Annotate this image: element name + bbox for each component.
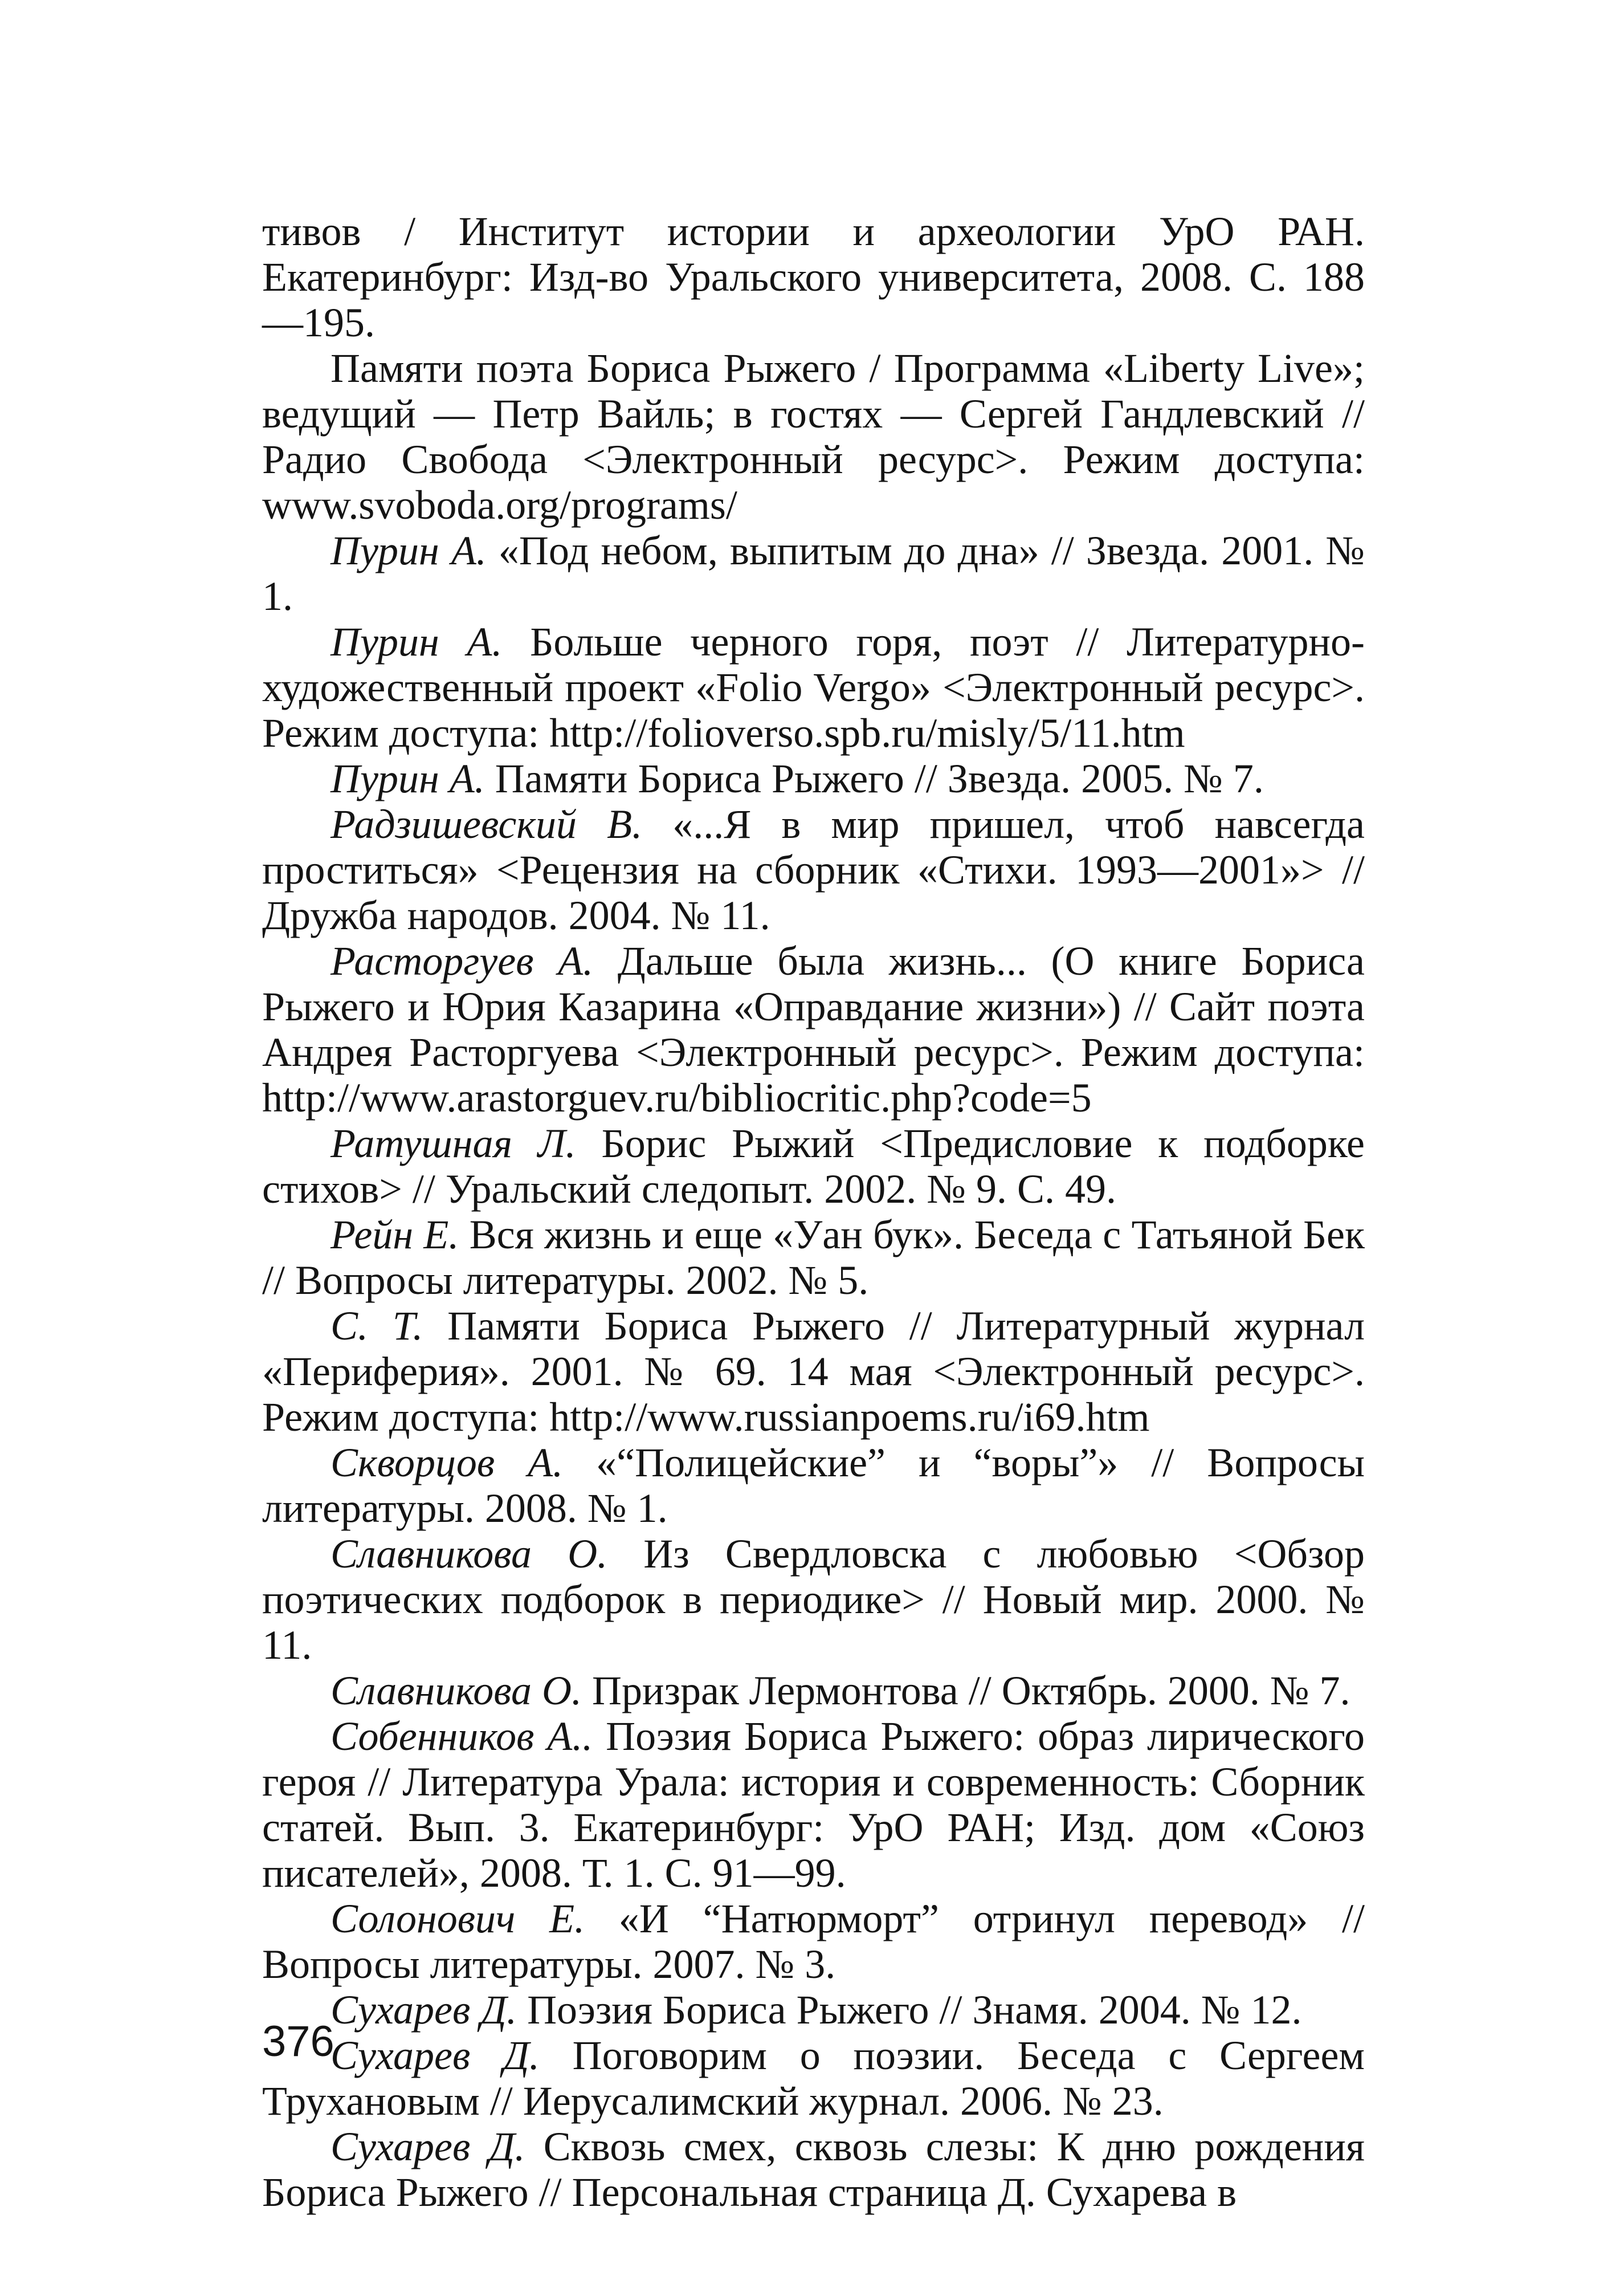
- entry-author: Славникова О.: [330, 1668, 582, 1713]
- entry-author: Сухарев Д.: [330, 1987, 517, 2033]
- bibliography-entry: [262, 1121, 1365, 1212]
- bibliography-entry: [262, 1713, 1365, 1896]
- entry-text: Из Свердловска с любовью <Обзор поэтических подборок в периодике> // Новый мир. 2000. № 11.: [262, 1531, 1365, 1668]
- bibliography-entry: [262, 1896, 1365, 1987]
- bibliography-entry: [262, 1987, 1365, 2033]
- page-number: 376: [262, 2017, 334, 2066]
- entry-author: Пурин А.: [330, 756, 485, 801]
- entry-author: Собенников А..: [330, 1713, 593, 1759]
- entry-author: С. Т.: [330, 1303, 423, 1349]
- entry-author: Сухарев Д.: [330, 2033, 540, 2078]
- entry-text: Вся жизнь и еще «Уан бук». Беседа с Татьяной Бек // Вопросы литературы. 2002. № 5.: [262, 1212, 1365, 1303]
- entry-text: «Под небом, выпитым до дна» // Звезда. 2001. № 1.: [262, 528, 1365, 619]
- entry-text: «“Полицейские” и “воры”» // Вопросы литературы. 2008. № 1.: [262, 1440, 1365, 1531]
- entry-author: Скворцов А.: [330, 1440, 564, 1485]
- bibliography-entry: [262, 1212, 1365, 1303]
- bibliography-entry: [262, 1303, 1365, 1440]
- bibliography-entry: [262, 2124, 1365, 2215]
- entry-text: Сквозь смех, сквозь слезы: К дню рождения Бориса Рыжего // Персональная страница Д. Сухарева в: [262, 2124, 1365, 2215]
- bibliography-entry: [262, 345, 1365, 528]
- entry-text: Поговорим о поэзии. Беседа с Сергеем Трухановым // Иерусалимский журнал. 2006. № 23.: [262, 2033, 1365, 2124]
- entry-text: Памяти Бориса Рыжего // Литературный журнал «Периферия». 2001. № 69. 14 мая <Электронный ресурс>. Режим доступа: http://www.russianpoems.ru/i69.htm: [262, 1303, 1365, 1440]
- entry-text: Призрак Лермонтова // Октябрь. 2000. № 7.: [581, 1668, 1350, 1713]
- entry-author: Пурин А.: [330, 528, 487, 573]
- entry-text: «...Я в мир пришел, чтоб навсегда проститься» <Рецензия на сборник «Стихи. 1993—2001»> // Дружба народов. 2004. № 11.: [262, 801, 1365, 938]
- entry-author: Ратушная Л.: [330, 1121, 576, 1166]
- entry-author: Пурин А.: [330, 619, 503, 665]
- bibliography-entry: [262, 619, 1365, 756]
- entry-text: Борис Рыжий <Предисловие к подборке стихов> // Уральский следопыт. 2002. № 9. С. 49.: [262, 1121, 1365, 1212]
- bibliography-entry: [262, 756, 1365, 801]
- bibliography-entry: [262, 1440, 1365, 1531]
- bibliography-entry: [262, 528, 1365, 619]
- entry-text: Памяти Бориса Рыжего // Звезда. 2005. № 7.: [484, 756, 1264, 801]
- bibliography-entry: [262, 938, 1365, 1121]
- entry-text: Дальше была жизнь... (О книге Бориса Рыжего и Юрия Казарина «Оправдание жизни») // Сайт поэта Андрея Расторгуева <Электронный ресурс>. Режим доступа: http://www.arastorguev.ru/bibliocritic.php?code=5: [262, 938, 1365, 1121]
- bibliography-entry: [262, 2033, 1365, 2124]
- bibliography-page: [262, 209, 1365, 2215]
- bibliography-entry: [262, 1668, 1365, 1713]
- entry-author: Солонович Е.: [330, 1896, 585, 1941]
- entry-author: Рейн Е.: [330, 1212, 459, 1257]
- entry-text: Поэзия Бориса Рыжего // Знамя. 2004. № 12.: [517, 1987, 1302, 2033]
- entry-author: Славникова О.: [330, 1531, 608, 1577]
- entry-text: «И “Натюрморт” отринул перевод» // Вопросы литературы. 2007. № 3.: [262, 1896, 1365, 1987]
- entry-author: Радзишевский В.: [330, 801, 643, 847]
- entry-text: Больше черного горя, поэт // Литературно-художественный проект «Folio Vergo» <Электронный ресурс>. Режим доступа: http://folioverso.spb.ru/misly/5/11.htm: [262, 619, 1365, 756]
- entry-author: Расторгуев А.: [330, 938, 594, 984]
- bibliography-entry: [262, 209, 1365, 345]
- entry-author: Сухарев Д.: [330, 2124, 525, 2169]
- bibliography-entry: [262, 801, 1365, 938]
- entry-text: Памяти поэта Бориса Рыжего / Программа «Liberty Live»; ведущий — Петр Вайль; в гостях — Сергей Гандлевский // Радио Свобода <Электронный ресурс>. Режим доступа: www.svoboda.org/programs/: [262, 345, 1365, 528]
- bibliography-entry: [262, 1531, 1365, 1668]
- entry-text: тивов / Институт истории и археологии УрО РАН. Екатеринбург: Изд-во Уральского университета, 2008. С. 188—195.: [262, 209, 1365, 345]
- entry-text: Поэзия Бориса Рыжего: образ лирического героя // Литература Урала: история и современность: Сборник статей. Вып. 3. Екатеринбург: УрО РАН; Изд. дом «Союз писателей», 2008. Т. 1. С. 91—99.: [262, 1713, 1365, 1896]
